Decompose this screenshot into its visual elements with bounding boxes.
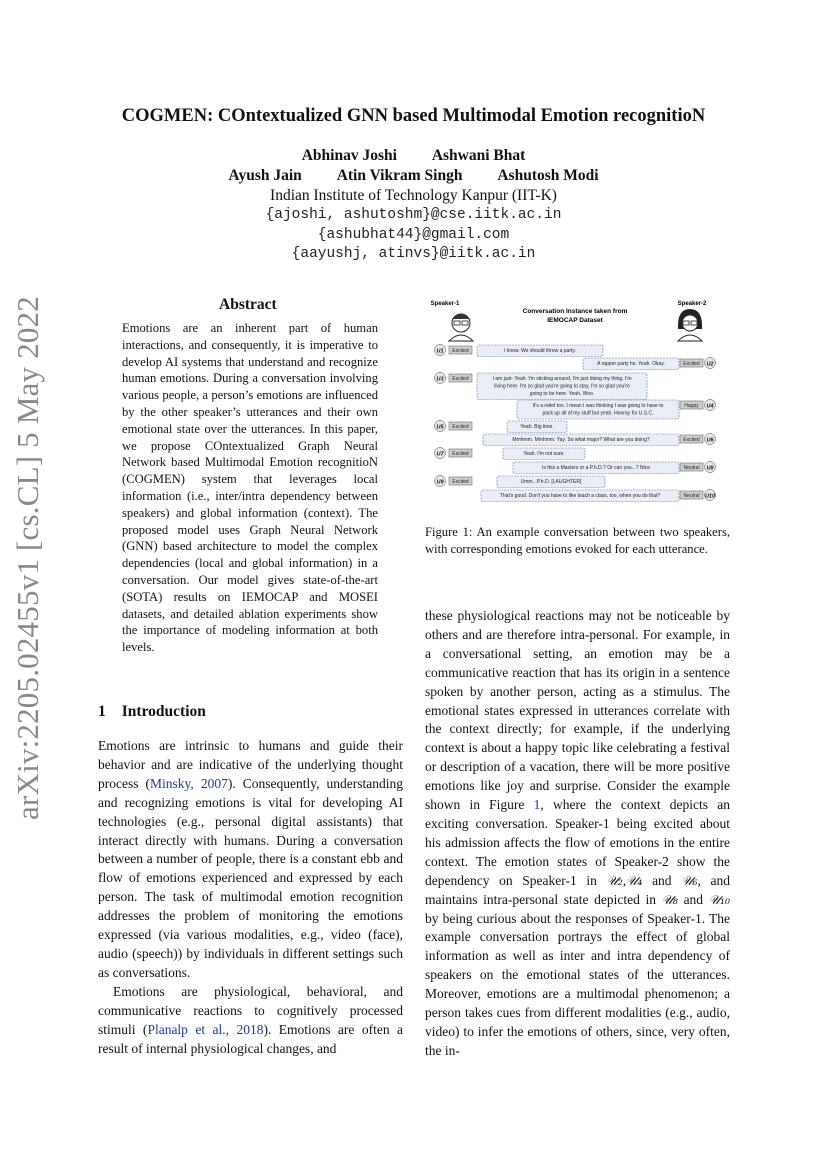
intro-paragraph-2	[98, 983, 403, 1059]
figure-heading-line: IEMOCAP Dataset	[547, 317, 603, 324]
author-name: Abhinav Joshi	[301, 147, 397, 164]
utterance-text: Umm...P.h.D. [LAUGHTER]	[520, 479, 582, 485]
abstract-text: Emotions are an inherent part of human interactions, and consequently, it is imperative to develop AI systems that understand and recognize human emotions. During a conversation involving various people, a person’s emotions are influenced by the other speaker’s utterances and their own emotional state over the utterances. In this paper, we propose COntextualized Graph Neural Network based Multimodal Emotion recognitioN (COGMEN) system that leverages local information (i.e., inter/intra dependency between speakers) and global information (context). The proposed model uses Graph Neural Network (GNN) based architecture to model the complex dependencies (local and global information) in a conversation. Our model gives state-of-the-art (SOTA) results on IEMOCAP and MOSEI datasets, and detailed ablation experiments show the importance of modeling information at both levels.	[122, 321, 378, 655]
emotion-label: Excited	[683, 361, 700, 367]
section-number: 1	[98, 703, 106, 720]
intro-paragraph-3: these physiological reactions may not be noticeable by others and are therefore intra-personal. For example, in a conversational setting, an emotion may be a communicative reaction that has its origin in a sentence spoken by another person, acting as a stimulus. The emotional states expressed in utterances correlate with the context directly; for example, if the underlying context is about a happy topic like celebrating a festival or description of a vacation, there will be more positive emotions like joy and surprise. Consider the example shown in Figure 1, where the context depicts an exciting conversation. Speaker-1 being excited about his admission affects the flow of emotions in the entire context. The emotion states of Speaker-2 show the dependency on Speaker-1 in 𝒰₂,𝒰₄ and 𝒰₆, and maintains intra-personal state depicted in 𝒰₈ and 𝒰₁₀ by being curious about the responses of Speaker-1. The example conversation portrays the effect of global information as well as inter and intra dependency of speakers on the emotional states of the utterances. Moreover, emotions are a multimodal phenomenon; a person takes cues from different modalities (e.g., audio, video) to infer the emotions of others, since, very often, the in-	[425, 608, 730, 1058]
utterance-id: U6	[706, 437, 714, 444]
text-run: ). Emotions are often a result of internal physiological changes, and	[98, 1021, 403, 1056]
figure-1-caption: Figure 1: An example conversation between two speakers, with corresponding emotions evoked for each utterance.	[425, 525, 730, 556]
authors-line-2	[0, 167, 827, 185]
citation-link[interactable]: Planalp et al., 2018	[147, 1021, 264, 1037]
author-name: Ayush Jain	[228, 167, 302, 184]
emotion-label: Excited	[452, 451, 469, 457]
affiliation: Indian Institute of Technology Kanpur (IIT-K)	[270, 187, 557, 204]
utterance-id: U2	[706, 361, 714, 368]
utterance-text: I am just- Yeah. I'm sticking around, I'm just doing my thing. I'm	[492, 376, 632, 382]
text-run: by being curious about the responses of Speaker-1. The example conversation portrays the effect of global information as well as inter and intra dependency of speakers on the emotional states of the utterances. Moreover, emotions are a multimodal phenomenon; a person takes cues from different modalities (e.g., audio, video) to infer the emotions of others, since, very often, the in-	[425, 910, 730, 1058]
author-name: Ashutosh Modi	[497, 167, 599, 184]
author-name: Ashwani Bhat	[431, 147, 526, 164]
math-u8: 𝒰₈	[661, 891, 678, 907]
utterance-text: pack up all of my stuff but yeah. Hooray for U.S.C.	[542, 410, 654, 417]
text-run: and	[677, 891, 709, 907]
utterance-id: U1	[436, 348, 444, 355]
email-line: {ashubhat44}@gmail.com	[317, 227, 510, 243]
email-line: {ajoshi, ashutoshm}@cse.iitk.ac.in	[265, 207, 562, 223]
utterance-text: It's a relief too. I mean I was thinking I was going to have to	[532, 403, 664, 409]
speaker-1-label: Speaker-1	[430, 301, 460, 307]
intro-paragraph-1	[98, 737, 403, 983]
intro-left-column	[98, 737, 403, 1058]
utterance-id: U3	[436, 376, 444, 383]
emotion-label: Excited	[683, 437, 700, 443]
speaker-2-avatar-icon	[678, 301, 707, 341]
emotion-label: Excited	[452, 348, 469, 354]
utterance-1	[435, 345, 604, 357]
emotion-label: Neutral	[683, 493, 700, 499]
figure-heading-line: Conversation Instance taken from	[522, 308, 628, 315]
math-u4: 𝒰₄	[626, 872, 643, 888]
text-run: Emotions are physiological, behavioral, and communicative reactions to cognitively processed stimuli (	[98, 983, 403, 1037]
emotion-label: Excited	[452, 424, 469, 430]
utterance-text: That's good. Don't you have to like teach a class, too, when you do that?	[499, 493, 661, 499]
arxiv-stamp: arXiv:2205.02455v1 [cs.CL] 5 May 2022	[10, 295, 45, 820]
utterance-id: U4	[706, 403, 714, 410]
utterance-4	[517, 400, 716, 420]
emotion-label: Neutral	[683, 465, 700, 471]
utterance-text: Yeah. I'm not sure.	[523, 451, 565, 457]
speaker-2-label: Speaker-2	[677, 301, 707, 307]
authors-line-1	[0, 147, 827, 165]
utterance-id: U5	[436, 424, 444, 431]
figure-1-conversation	[425, 295, 735, 510]
utterance-id: U9	[436, 479, 444, 486]
utterance-id: U8	[706, 465, 714, 472]
section-title: Introduction	[121, 703, 206, 720]
emotion-label: Happy	[684, 403, 699, 409]
text-run: and	[642, 872, 682, 888]
utterance-7	[435, 448, 586, 460]
emotion-label: Excited	[452, 479, 469, 485]
abstract-heading: Abstract	[219, 296, 277, 313]
utterance-id: U10	[704, 493, 716, 500]
text-run: ). Consequently, understanding and recognizing emotions is vital for developing AI technologies (e.g., personal digital assistants) that interact directly with humans. During a conversation between a number of people, there is a constant ebb and flow of emotions experienced and expressed by each person. The task of multimodal emotion recognition addresses the problem of monitoring the emotions expressed (via various modalities, e.g., video (face), audio (speech)) by individuals in different settings such as conversations.	[98, 775, 403, 980]
utterance-id: U7	[436, 451, 444, 458]
text-run: these physiological reactions may not be noticeable by others and are therefore intra-personal. For example, in a conversational setting, an emotion may be a communicative reaction that has its origin in a sentence spoken by another person, acting as a stimulus. The emotional states expressed in utterances correlate with the context directly; for example, if the underlying context is about a happy topic like celebrating a festival or description of a vacation, there will be more positive emotions like joy and surprise. Consider the example shown in Figure	[425, 608, 730, 813]
utterance-8	[513, 462, 716, 474]
utterance-text: Mmhmm. Mmhmm. Yay. So what major? What are you doing?	[512, 437, 650, 443]
speaker-1-avatar-icon	[431, 301, 473, 341]
utterance-5	[435, 421, 568, 433]
utterance-10	[481, 490, 716, 502]
emotion-label: Excited	[452, 376, 469, 382]
math-u10: 𝒰₁₀	[708, 891, 730, 907]
intro-right-column	[425, 607, 730, 1061]
utterance-2	[583, 358, 716, 370]
author-name: Atin Vikram Singh	[336, 167, 463, 184]
utterance-text: going to be here. Yeah. Woo.	[529, 391, 595, 397]
utterance-text: A rapper party ho. Yeah. Okay.	[597, 361, 665, 367]
utterance-list	[435, 345, 716, 502]
utterance-text: living here. I'm so glad you're going to stay, I'm so glad you're	[494, 383, 630, 390]
text-run: , and maintains intra-personal state depicted in	[425, 872, 730, 907]
utterance-9	[435, 476, 606, 488]
utterance-6	[483, 434, 716, 446]
email-line: {aayushj, atinvs}@iitk.ac.in	[291, 246, 536, 262]
utterance-text: Yeah. Big time.	[520, 424, 554, 430]
text-run: , where the context depicts an exciting conversation. Speaker-1 being excited about his admission affects the flow of emotions in the entire context. The emotion states of Speaker-2 show the dependency on Speaker-1 in	[425, 797, 730, 888]
citation-link[interactable]: Minsky, 2007	[150, 775, 228, 791]
paper-title: COGMEN: COntextualized GNN based Multimodal Emotion recognitioN	[121, 106, 706, 126]
utterance-text: I know. We should throw a party.	[504, 348, 576, 354]
section-heading-introduction	[98, 703, 206, 721]
figure-reference-link[interactable]: 1	[533, 797, 541, 813]
utterance-3	[435, 373, 648, 400]
utterance-text: Is this a Masters or a P.h.D.? Or can you...? Nice	[541, 465, 651, 471]
math-u6: 𝒰₆	[681, 872, 698, 888]
math-u2: 𝒰₂	[606, 872, 623, 888]
text-run: Emotions are intrinsic to humans and guide their behavior and are indicative of the underlying thought process (	[98, 738, 403, 791]
